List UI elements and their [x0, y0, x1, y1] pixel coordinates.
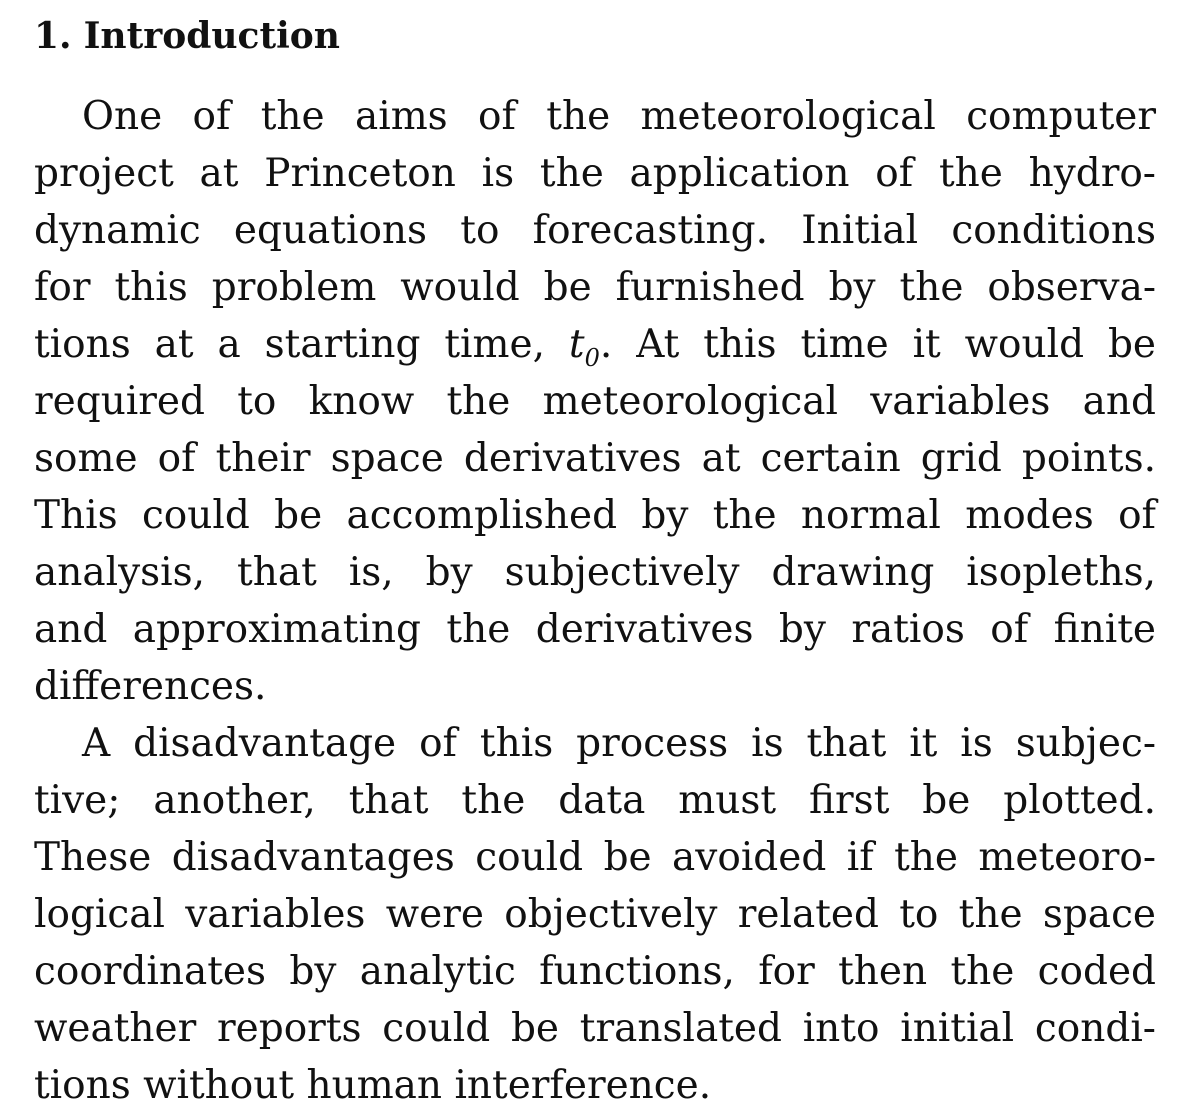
paragraph-2-line: A disadvantage of this process is that it is subjec-	[82, 721, 1156, 766]
paragraph-1-line: some of their space derivatives at certain grid points.	[34, 436, 1156, 481]
paragraph-1-line: differences.	[34, 664, 267, 709]
time-symbol: $t_0$	[568, 322, 600, 372]
paragraph-2-line: tions without human interference.	[34, 1063, 712, 1108]
paragraph-2-line: tive; another, that the data must first be plotted.	[34, 778, 1156, 823]
section-number: 1.	[34, 15, 72, 57]
paragraph-1-line: dynamic equations to forecasting. Initial conditions	[34, 208, 1156, 253]
paragraph-2-line: coordinates by analytic functions, for then the coded	[34, 949, 1156, 994]
paragraph-1-line: project at Princeton is the application of the hydro-	[34, 151, 1156, 196]
section-heading	[34, 10, 340, 62]
paragraph-1-line: required to know the meteorological variables and	[34, 379, 1156, 424]
paragraph-1-line: analysis, that is, by subjectively drawing isopleths,	[34, 550, 1156, 595]
paragraph-1-line: for this problem would be furnished by the observa-	[34, 265, 1156, 310]
paragraph-1-line: This could be accomplished by the normal modes of	[34, 493, 1156, 538]
body-text	[34, 88, 1156, 1114]
paragraph-2-line: logical variables were objectively related to the space	[34, 892, 1156, 937]
line-text-before-symbol: tions at a starting time,	[34, 322, 545, 367]
paragraph-1-line: and approximating the derivatives by ratios of finite	[34, 607, 1156, 652]
line-text-after-symbol: . At this time it would be	[599, 322, 1156, 367]
paragraph-2-line: These disadvantages could be avoided if the meteoro-	[34, 835, 1156, 880]
paragraph-1-line: One of the aims of the meteorological computer	[82, 94, 1156, 139]
section-title: Introduction	[83, 15, 340, 57]
paragraph-2-line: weather reports could be translated into initial condi-	[34, 1006, 1156, 1051]
paragraph-1-line-with-t0	[34, 316, 1156, 373]
